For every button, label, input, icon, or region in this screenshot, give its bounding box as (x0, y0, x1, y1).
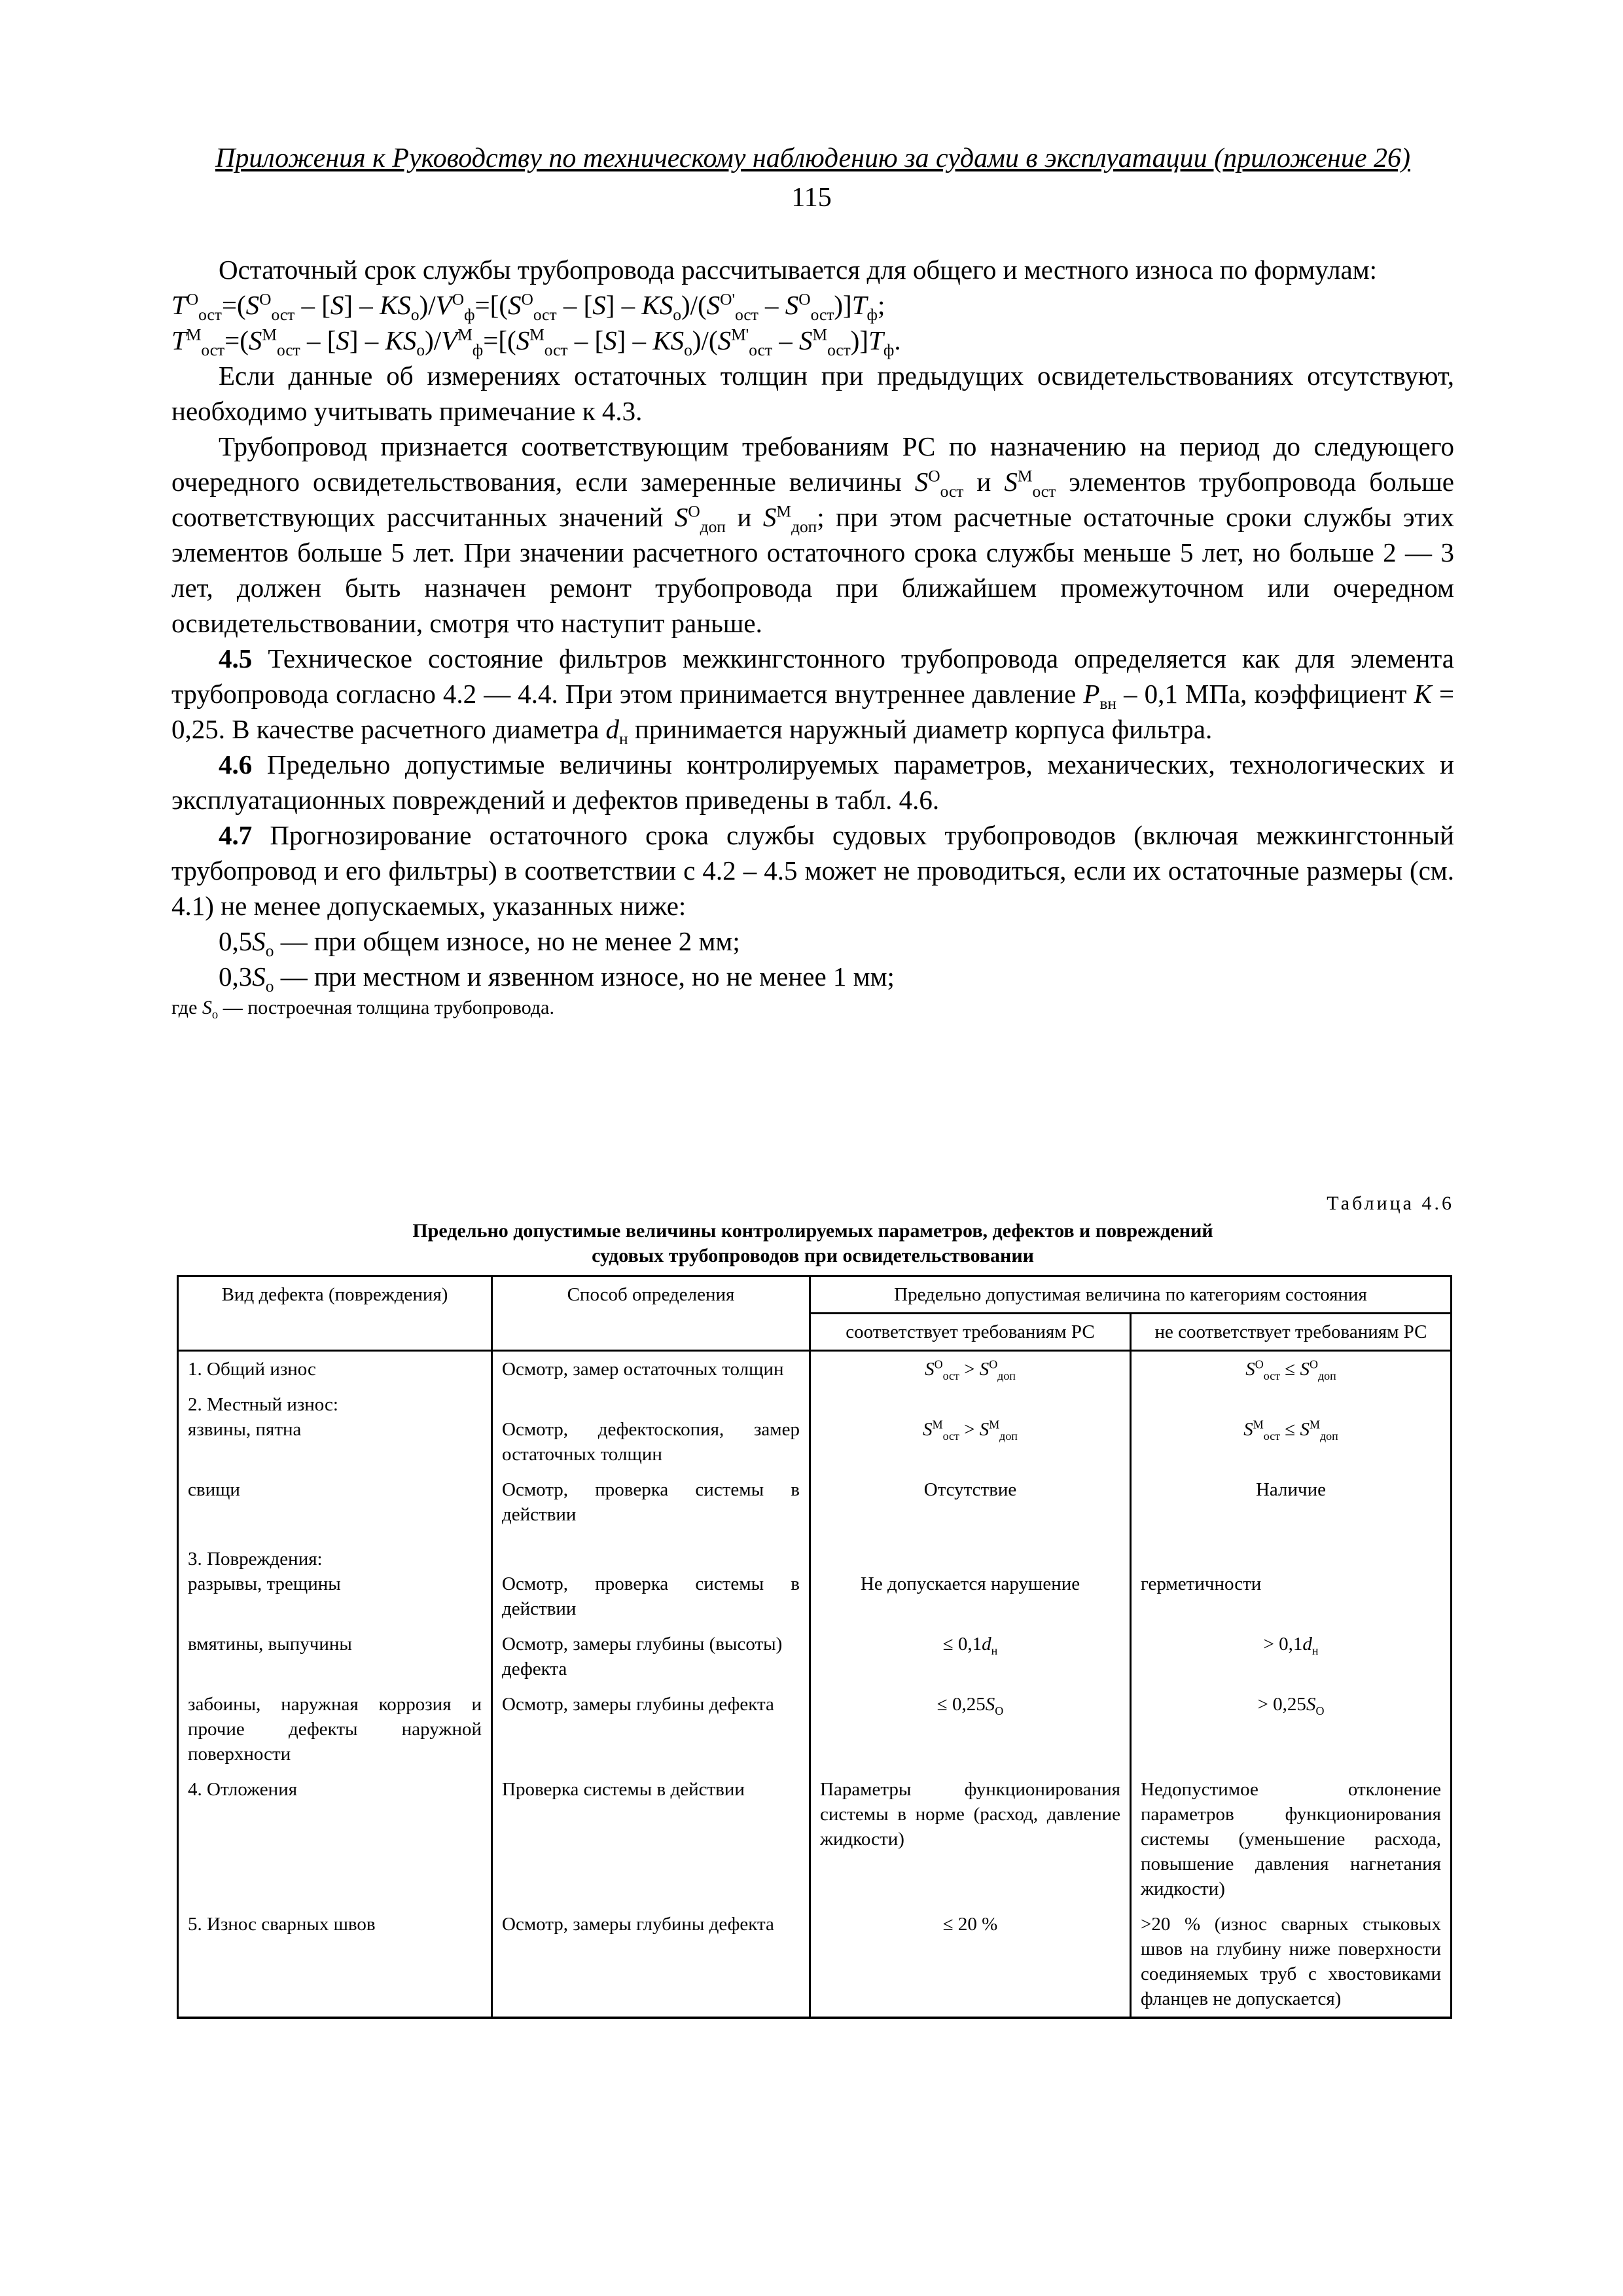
cell-compliant: ≤ $0,1d_н$ (810, 1626, 1131, 1687)
cell-noncompliant: Недопустимое отклонение параметров функционирования системы (уменьшение расхода, повышение давления нагнетания жидкости) (1131, 1772, 1452, 1907)
subtype-pits: язвины, пятна (188, 1419, 302, 1440)
cell-compliant: $S^М_{ост} > S^М_{доп}$ (810, 1387, 1131, 1472)
nicks-bad-coef: > 0,25 (1257, 1694, 1306, 1715)
cell-compliant: ≤ 20 % (810, 1907, 1131, 2018)
p3-part-a: Трубопровод признается соответствующим требованиям РС по назначению на период до следующего очередного освидетельствования, если замеренные величины (171, 431, 1454, 497)
table-row (178, 1387, 1452, 1472)
p47-text: Прогнозирование остаточного срока службы судовых трубопроводов (включая межкингстонный трубопровод и его фильтры) в соответствии с 4.2 – 4.5 может не проводиться, если их остаточные размеры (см. 4.1) не менее допускаемых, указанных ниже: (171, 820, 1455, 921)
table-row (178, 1351, 1452, 1388)
cell-method: Проверка системы в действии (492, 1772, 810, 1907)
where-note: где $S_о$ — построечная толщина трубопровода. (171, 997, 554, 1022)
list-item-local-wear: $0,3S_о$ — при местном и язвенном износе, но не менее 1 мм; (219, 961, 895, 996)
table-title-line-1: Предельно допустимые величины контролируемых параметров, дефектов и повреждений (412, 1220, 1213, 1242)
formula-general-wear: $T^О_{ост}=(S^О_{ост} - [S] - KS_о)/V^О_ф=[(S^О_{ост} - [S] - KS_о)/(S^{О'}_{ост} - S^О_{ост})]T_ф$; (171, 290, 885, 325)
dents-ok-coef: ≤ 0,1 (942, 1634, 982, 1655)
table-title-line-2: судовых трубопроводов при освидетельствовании (592, 1245, 1034, 1266)
table-row (178, 1687, 1452, 1772)
p3-and-2: и (737, 502, 752, 532)
cell-type (178, 1387, 492, 1472)
p3-and-1: и (976, 467, 991, 497)
cell-method: Осмотр, проверка системы в действии (492, 1472, 810, 1532)
cell-type (178, 1532, 492, 1626)
cell-type: свищи (178, 1472, 492, 1532)
where-b: — построечная толщина трубопровода. (223, 997, 554, 1018)
p45-part-a: Техническое состояние фильтров межкингстонного трубопровода определяется как для элемента трубопровода согласно 4.2 — 4.4. При этом принимается внутреннее давление (171, 643, 1454, 709)
cell-compliant: Параметры функционирования системы в норме (расход, давление жидкости) (810, 1772, 1131, 1907)
cracks-ok: Не допускается нарушение (860, 1573, 1080, 1594)
li2-rest: — при местном и язвенном износе, но не менее 1 мм; (280, 961, 895, 992)
p45-part-b: – 0,1 МПа, коэффициент (1124, 679, 1407, 709)
cell-method: Осмотр, замеры глубины дефекта (492, 1687, 810, 1772)
cell-noncompliant: Наличие (1131, 1472, 1452, 1532)
cell-method: Осмотр, замеры глубины дефекта (492, 1907, 810, 2018)
paragraph-no-data: Если данные об измерениях остаточных толщин при предыдущих освидетельствованиях отсутствуют, необходимо учитывать примечание к 4.3. (171, 361, 1454, 426)
group-damage: 3. Повреждения: (188, 1549, 323, 1570)
table-row (178, 1907, 1452, 2018)
paragraph-intro: Остаточный срок службы трубопровода рассчитывается для общего и местного износа по формулам: (219, 255, 1378, 285)
table-row (178, 1626, 1452, 1687)
cell-compliant: ≤ $0,25S_О$ (810, 1687, 1131, 1772)
cell-compliant (810, 1532, 1131, 1626)
cell-noncompliant: $S^О_{ост} \le S^О_{доп}$ (1131, 1351, 1452, 1388)
defects-table (177, 1275, 1452, 2019)
group-local-wear: 2. Местный износ: (188, 1394, 338, 1415)
header-limit: Предельно допустимая величина по категориям состояния (810, 1276, 1452, 1314)
cell-method (492, 1532, 810, 1626)
cell-type: 5. Износ сварных швов (178, 1907, 492, 2018)
cracks-bad: герметичности (1141, 1573, 1262, 1594)
section-number-4-7: 4.7 (219, 820, 253, 850)
paragraph-4-7 (171, 817, 1454, 924)
cell-method: Осмотр, замер остаточных толщин (492, 1351, 810, 1388)
li1-coef: 0,5 (219, 926, 253, 956)
paragraph-compliance: Трубопровод признается соответствующим требованиям РС по назначению на период до следующего очередного освидетельствования, если замеренные величины $S^О_{ост}$ и $S^М_{ост}$ элементов трубопровода больше соответствующих рассчитанных значений $S^О_{доп}$ и $S^М_{доп}$; при этом расчетные остаточные сроки службы этих элементов больше 5 лет. При значении расчетного остаточного срока службы меньше 5 лет, но больше 2 — 3 лет, должен быть назначен ремонт трубопровода при ближайшем промежуточном или очередном освидетельствовании, смотря что наступит раньше. (171, 431, 1455, 638)
cell-noncompliant: $S^М_{ост} \le S^М_{доп}$ (1131, 1387, 1452, 1472)
table-row (178, 1472, 1452, 1532)
cell-noncompliant: > $0,25S_О$ (1131, 1687, 1452, 1772)
p3-part-b: элементов трубопровода больше соответствующих рассчитанных значений (171, 467, 1455, 532)
list-item-general-wear: $0,5S_о$ — при общем износе, но не менее 2 мм; (219, 926, 740, 961)
cell-type: забоины, наружная коррозия и прочие дефекты наружной поверхности (178, 1687, 492, 1772)
cell-noncompliant: >20 % (износ сварных стыковых швов на глубину ниже поверхности соединяемых труб с хвостовиками фланцев не допускается) (1131, 1907, 1452, 2018)
cell-compliant: $S^О_{ост} > S^О_{доп}$ (810, 1351, 1131, 1388)
method-pits: Осмотр, дефектоскопия, замер остаточных толщин (502, 1419, 800, 1465)
cell-compliant: Отсутствие (810, 1472, 1131, 1532)
header-method: Способ определения (492, 1276, 810, 1351)
method-cracks: Осмотр, проверка системы в действии (502, 1573, 800, 1619)
li2-coef: 0,3 (219, 961, 253, 992)
cell-noncompliant: > $0,1d_н$ (1131, 1626, 1452, 1687)
paragraph-4-6 (171, 747, 1454, 817)
li1-rest: — при общем износе, но не менее 2 мм; (280, 926, 740, 956)
p46-text: Предельно допустимые величины контролируемых параметров, механических, технологических и эксплуатационных повреждений и дефектов приведены в табл. 4.6. (171, 749, 1454, 815)
table-label: Таблица 4.6 (1327, 1193, 1454, 1214)
p45-part-d: принимается наружный диаметр корпуса фильтра. (634, 714, 1213, 744)
dents-bad-coef: > 0,1 (1263, 1634, 1303, 1655)
subtype-cracks: разрывы, трещины (188, 1573, 341, 1594)
cell-noncompliant (1131, 1532, 1452, 1626)
running-header: Приложения к Руководству по техническому наблюдению за судами в эксплуатации (приложение 26) (215, 143, 1410, 173)
section-number-4-5: 4.5 (219, 643, 253, 673)
p45-part-c: = 0,25. В качестве расчетного диаметра (171, 679, 1455, 744)
header-defect-type: Вид дефекта (повреждения) (178, 1276, 492, 1351)
table-title (171, 1219, 1454, 1268)
body-text (171, 252, 1454, 1022)
table-row (178, 1532, 1452, 1626)
where-a: где (171, 997, 198, 1018)
page-number: 115 (791, 183, 832, 213)
section-number-4-6: 4.6 (219, 749, 253, 780)
cell-method: Осмотр, замеры глубины (высоты) дефекта (492, 1626, 810, 1687)
paragraph-4-5: 4.5 Техническое состояние фильтров межкингстонного трубопровода определяется как для элемента трубопровода согласно 4.2 — 4.4. При этом принимается внутреннее давление $P_{вн} - 0,1$ МПа, коэффициент K = 0,25. В качестве расчетного диаметра $d_н$ принимается наружный диаметр корпуса фильтра. (171, 643, 1455, 749)
cell-type: 4. Отложения (178, 1772, 492, 1907)
p3-part-c: ; при этом расчетные остаточные сроки службы этих элементов больше 5 лет. При значении расчетного остаточного срока службы меньше 5 лет, но больше 2 — 3 лет, должен быть назначен ремонт трубопровода при ближайшем промежуточном или очередном освидетельствовании, смотря что наступит раньше. (171, 502, 1455, 638)
table-row (178, 1772, 1452, 1907)
header-noncompliant: не соответствует требованиям РС (1131, 1314, 1452, 1351)
cell-method (492, 1387, 810, 1472)
cell-type: вмятины, выпучины (178, 1626, 492, 1687)
formula-local-wear: $T^М_{ост}=(S^М_{ост} - [S] - KS_о)/V^М_ф=[(S^М_{ост} - [S] - KS_о)/(S^{М'}_{ост} - S^М_{ост})]T_ф$. (171, 325, 901, 360)
nicks-ok-coef: ≤ 0,25 (936, 1694, 986, 1715)
header-compliant: соответствует требованиям РС (810, 1314, 1131, 1351)
cell-type: 1. Общий износ (178, 1351, 492, 1388)
